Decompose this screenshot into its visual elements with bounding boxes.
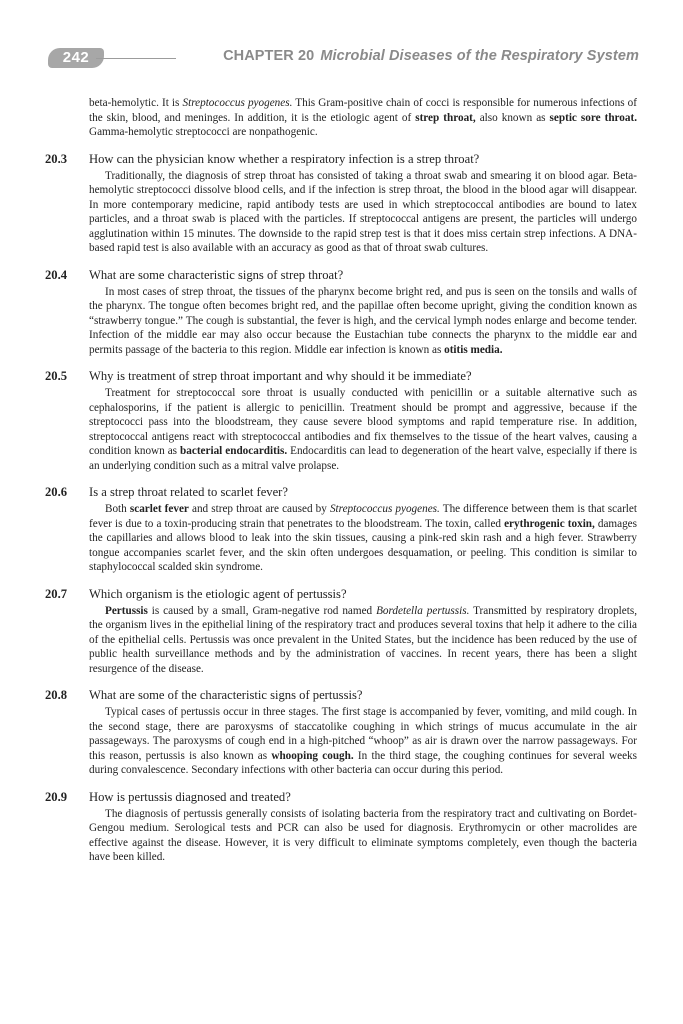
page-number-badge: 242 — [48, 48, 104, 68]
question-20-5 — [0, 368, 683, 473]
question-number: 20.4 — [45, 267, 68, 282]
intro-paragraph: beta-hemolytic. It is Streptococcus pyogenes. This Gram-positive chain of cocci is responsible for numerous infections of the skin, blood, and meninges. In addition, it is the etiologic agent of strep throat, also known as septic sore throat. Gamma-hemolytic streptococci are nonpathogenic. — [89, 97, 638, 138]
chapter-title: Microbial Diseases of the Respiratory System — [320, 48, 639, 64]
page-header — [0, 0, 683, 80]
question-20-6 — [0, 484, 683, 575]
question-text: Which organism is the etiologic agent of pertussis? — [89, 586, 347, 601]
answer-paragraph: Both scarlet fever and strep throat are caused by Streptococcus pyogenes. The difference between them is that scarlet fever is due to a toxin-producing strain that penetrates to the bloodstream. The toxin, called erythrogenic toxin, damages the capillaries and allows blood to leak into the skin tissues, causing a pink-red skin rash and a high fever. Strawberry tongue accompanies scarlet fever, and the skin often undergoes desquamation, or peeling. This condition is similar to staphylococcal scalded skin syndrome. — [89, 503, 638, 573]
answer-paragraph: Typical cases of pertussis occur in three stages. The first stage is accompanied by fever, vomiting, and mild cough. In the second stage, there are paroxysms of staccatolike coughing in which strings of mucus accumulate in the air passageways. The paroxysms of cough end in a high-pitched “whoop” as air is drawn over the narrow passageways. For this reason, pertussis is also known as whooping cough. In the third stage, the coughing continues for several weeks during convalescence. Secondary infections with other bacteria can occur during this period. — [89, 706, 638, 776]
question-number: 20.5 — [45, 369, 68, 383]
answer-paragraph: The diagnosis of pertussis generally consists of isolating bacteria from the respiratory tract and cultivating on Bordet-Gengou medium. Serological tests and PCR can also be used for diagnosis. Erythromycin or other macrolides are effective against the disease. However, it is very difficult to eliminate symptoms completely, even though the bacteria have been killed. — [89, 807, 637, 863]
answer-paragraph: Treatment for streptococcal sore throat is usually conducted with penicillin or a suitable alternative such as cephalosporins, if the patient is allergic to penicillin. Treatment should be prompt and aggressive, because if the streptococci pass into the bloodstream, they cause severe blood symptoms and rapid temperature rise. In addition, streptococcal antigens react with streptococcal antibodies and fix themselves to the tissue of the heart valves, causing a condition known as bacterial endocarditis. Endocarditis can lead to degeneration of the heart valve, especially if there is an underlying condition such as a mitral valve prolapse. — [89, 387, 637, 472]
question-text: What are some characteristic signs of strep throat? — [89, 267, 344, 282]
question-number: 20.9 — [45, 789, 68, 804]
question-number: 20.3 — [45, 151, 68, 166]
question-number: 20.8 — [45, 688, 68, 702]
question-text: Why is treatment of strep throat important and why should it be immediate? — [89, 369, 472, 383]
question-number: 20.7 — [45, 586, 68, 601]
header-rule — [96, 58, 176, 59]
answer-paragraph: Pertussis is caused by a small, Gram-negative rod named Bordetella pertussis. Transmitted by respiratory droplets, the organism lives in the epithelial lining of the respiratory tract and produces several toxins that help it adhere to the cilia of the epithelial cells. Pertussis was once prevalent in the United States, but the incidence has been reduced by the use of public health surveillance methods and by the administration of vaccines. In recent years, there has been a slight resurgence of the disease. — [89, 604, 637, 675]
page-body — [0, 96, 683, 865]
question-number: 20.6 — [45, 485, 68, 499]
chapter-heading — [223, 48, 639, 64]
chapter-number: CHAPTER 20 — [223, 48, 315, 64]
question-20-8 — [0, 687, 683, 778]
question-text: Is a strep throat related to scarlet fever? — [89, 485, 288, 499]
question-text: How can the physician know whether a respiratory infection is a strep throat? — [89, 151, 480, 166]
question-20-9 — [0, 789, 683, 865]
question-text: What are some of the characteristic signs of pertussis? — [89, 688, 363, 702]
question-20-3 — [0, 151, 683, 256]
question-20-4 — [0, 267, 683, 358]
question-20-7 — [0, 586, 683, 677]
answer-paragraph: Traditionally, the diagnosis of strep throat has consisted of taking a throat swab and smearing it on blood agar. Beta-hemolytic streptococci dissolve blood cells, and if the infection is strep throat, the blood in the blood agar will disappear. In more contemporary medicine, rapid antibody tests are used in which streptococcal antibodies are bound to latex particles, and a throat swab is placed with the particles. If streptococcal antigens are present, the particles will undergo agglutination within 15 minutes. The downside to the rapid strep test is that it does miss certain strep infections. A DNA-based rapid test is also available with an accuracy as good as that of throat swab cultures. — [89, 169, 637, 254]
answer-paragraph: In most cases of strep throat, the tissues of the pharynx become bright red, and pus is seen on the tonsils and walls of the pharynx. The tongue often becomes bright red, and the papillae often become upright, giving the condition known as “strawberry tongue.” The cough is substantial, the fever is high, and the cervical lymph nodes enlarge and become tender. Infection of the middle ear may also occur because the Eustachian tube connects the pharynx to the middle ear and permits passage of the bacteria to this region. Middle ear infection is known as otitis media. — [89, 285, 637, 356]
question-text: How is pertussis diagnosed and treated? — [89, 789, 291, 804]
